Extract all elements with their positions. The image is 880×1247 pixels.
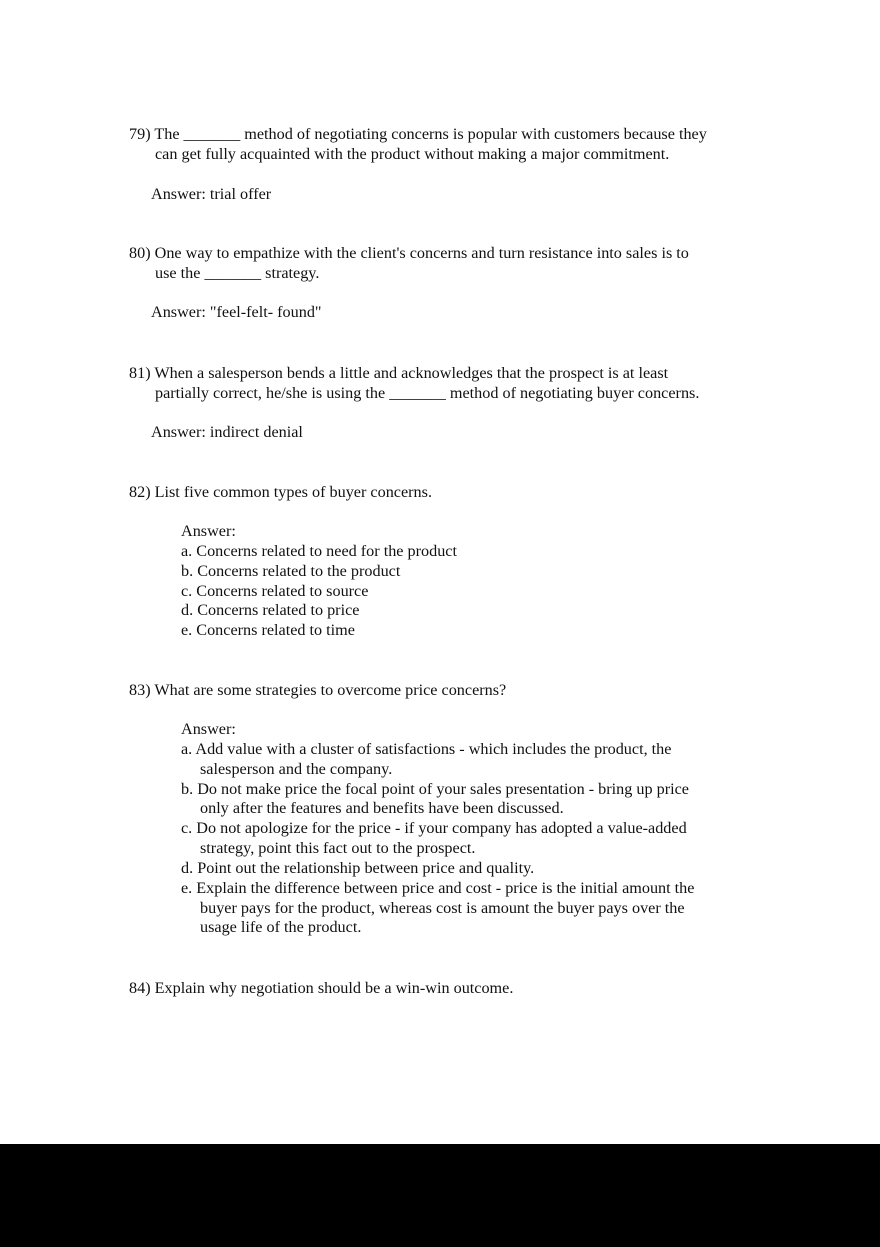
answer-text: Answer: indirect denial	[151, 423, 303, 441]
question-text: 82) List five common types of buyer concerns.	[129, 483, 432, 501]
answer-text: Answer: "feel-felt- found"	[151, 303, 322, 321]
answer-item: b. Do not make price the focal point of your sales presentation - bring up price	[181, 780, 689, 798]
answer-item: d. Concerns related to price	[181, 601, 360, 619]
question-text: 84) Explain why negotiation should be a win-win outcome.	[129, 979, 514, 997]
answer-item: a. Add value with a cluster of satisfactions - which includes the product, the	[181, 740, 672, 758]
question-text: 81) When a salesperson bends a little and acknowledges that the prospect is at least	[129, 364, 669, 382]
question-text: 80) One way to empathize with the client's concerns and turn resistance into sales is to	[129, 244, 689, 262]
answer-item: a. Concerns related to need for the product	[181, 542, 457, 560]
question-text: 79) The _______ method of negotiating concerns is popular with customers because they	[129, 125, 707, 143]
answer-label: Answer:	[181, 522, 236, 540]
answer-label: Answer:	[181, 720, 236, 738]
answer-item: b. Concerns related to the product	[181, 562, 401, 580]
answer-item: c. Do not apologize for the price - if your company has adopted a value-added	[181, 819, 687, 837]
question-text-cont: use the _______ strategy.	[155, 264, 320, 282]
answer-item-cont: only after the features and benefits have been discussed.	[200, 799, 564, 817]
question-text-cont: can get fully acquainted with the product without making a major commitment.	[155, 145, 670, 163]
answer-item: e. Explain the difference between price and cost - price is the initial amount the	[181, 879, 695, 897]
answer-text: Answer: trial offer	[151, 185, 272, 203]
bottom-black-bar	[0, 1144, 880, 1247]
answer-item-cont: buyer pays for the product, whereas cost is amount the buyer pays over the	[200, 899, 685, 917]
answer-item: e. Concerns related to time	[181, 621, 355, 639]
answer-item: c. Concerns related to source	[181, 582, 369, 600]
question-text: 83) What are some strategies to overcome price concerns?	[129, 681, 507, 699]
question-text-cont: partially correct, he/she is using the _______ method of negotiating buyer concerns.	[155, 384, 700, 402]
answer-item-cont: salesperson and the company.	[200, 760, 393, 778]
answer-item: d. Point out the relationship between price and quality.	[181, 859, 535, 877]
answer-item-cont: usage life of the product.	[200, 918, 362, 936]
answer-item-cont: strategy, point this fact out to the prospect.	[200, 839, 476, 857]
